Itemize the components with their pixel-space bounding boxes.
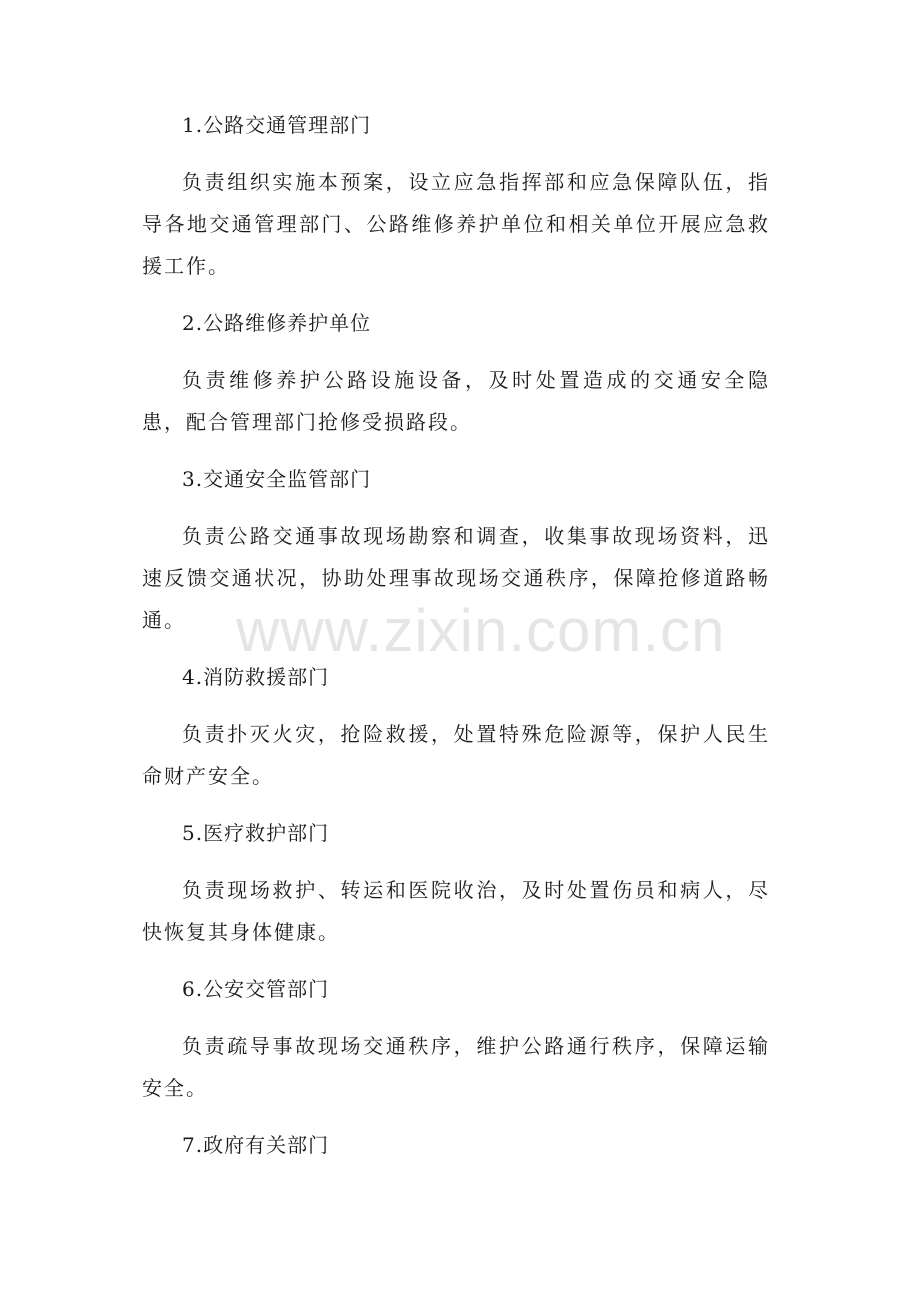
document-content [142,108,770,1185]
section-body-1: 负责组织实施本预案，设立应急指挥部和应急保障队伍，指导各地交通管理部门、公路维修养护单位和相关单位开展应急救援工作。 [142,170,770,278]
section-heading-5: 5.医疗救护部门 [182,821,330,845]
watermark: www.zixin.com.cn [236,597,726,664]
section-heading-1: 1.公路交通管理部门 [182,113,372,137]
section-heading-4: 4.消防救援部门 [182,665,330,689]
section-body-3: 负责公路交通事故现场勘察和调查，收集事故现场资料，迅速反馈交通状况，协助处理事故现场交通秩序，保障抢修道路畅通。 [142,524,770,632]
section-heading-3: 3.交通安全监管部门 [182,467,372,491]
section-body-5: 负责现场救护、转运和医院收治，及时处置伤员和病人，尽快恢复其身体健康。 [142,878,770,944]
section-body-2: 负责维修养护公路设施设备，及时处置造成的交通安全隐患，配合管理部门抢修受损路段。 [142,368,770,434]
section-heading-2: 2.公路维修养护单位 [182,311,372,335]
section-body-4: 负责扑灭火灾，抢险救援，处置特殊危险源等，保护人民生命财产安全。 [142,722,770,788]
section-body-6: 负责疏导事故现场交通秩序，维护公路通行秩序，保障运输安全。 [142,1034,770,1100]
section-heading-7: 7.政府有关部门 [182,1133,330,1157]
section-heading-6: 6.公安交管部门 [182,977,330,1001]
